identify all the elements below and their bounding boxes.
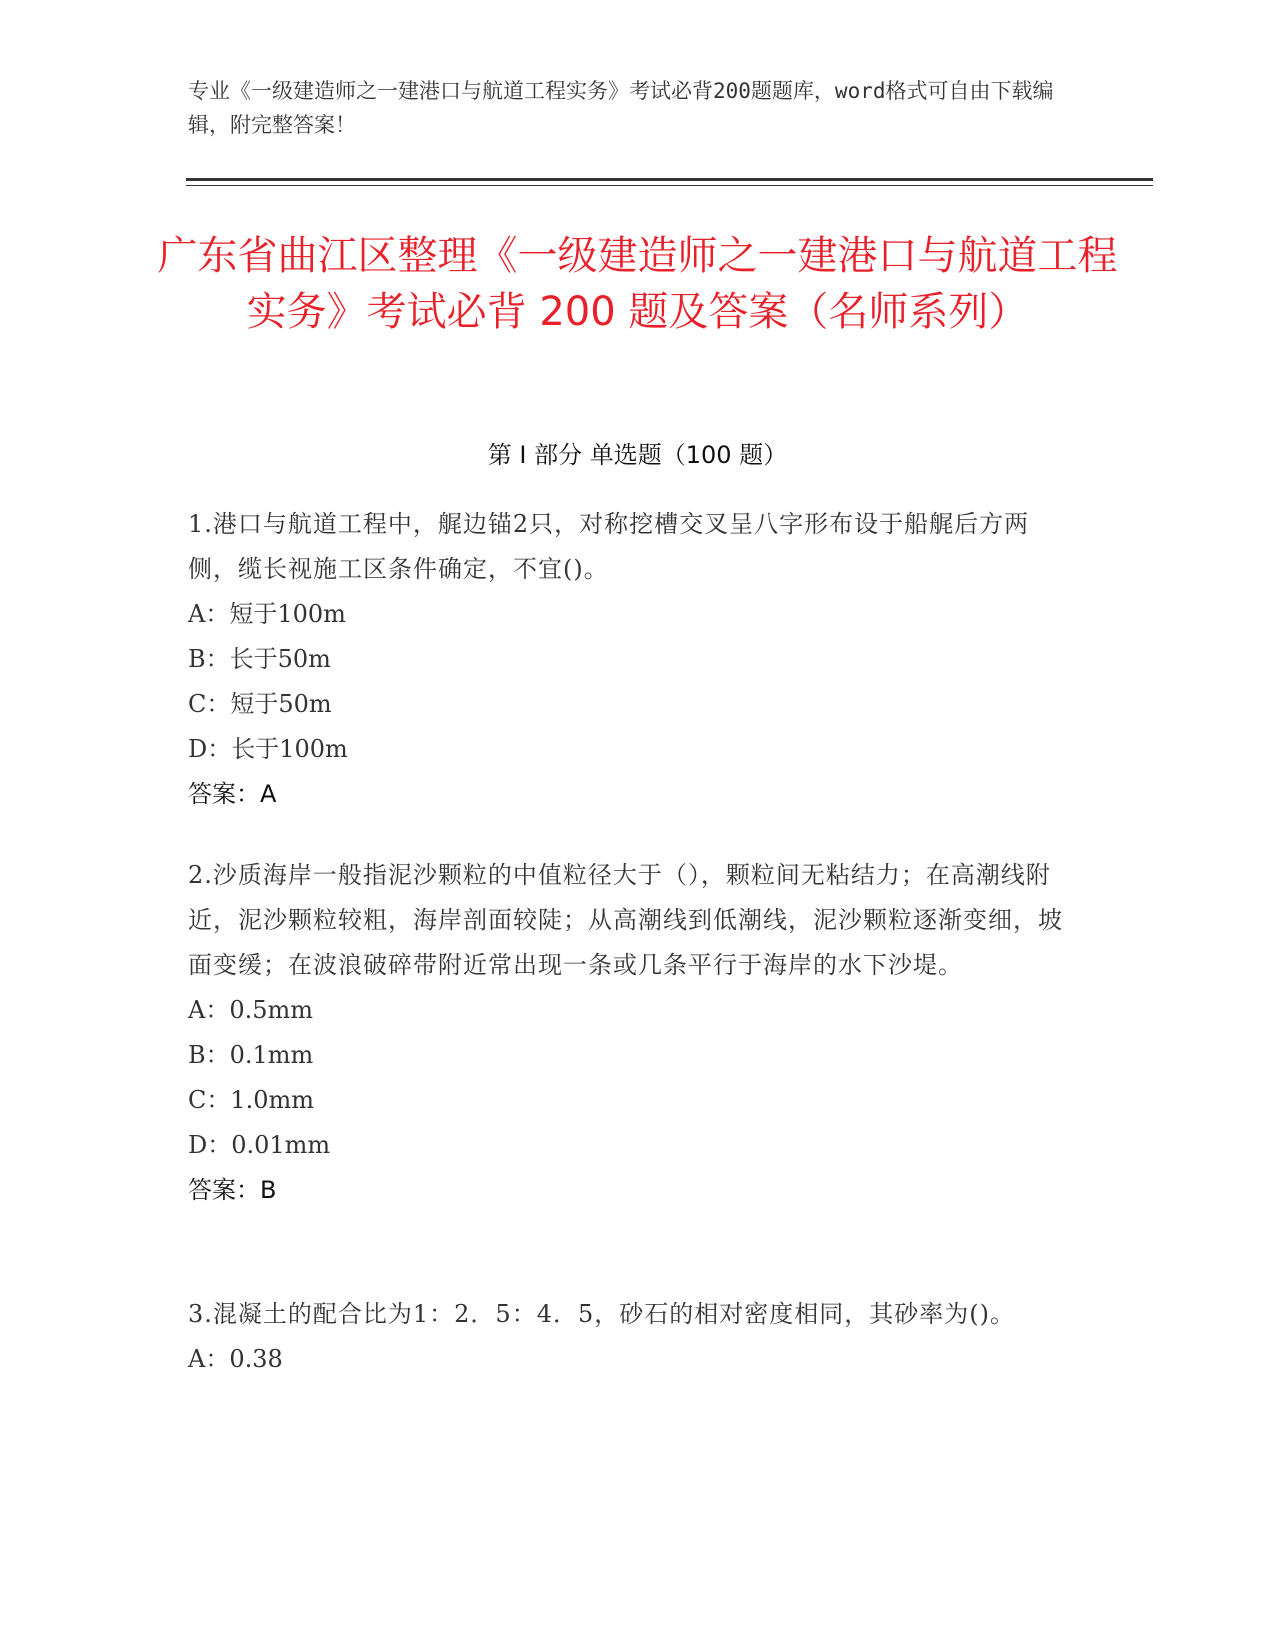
answer-line bbox=[188, 772, 1078, 817]
option-a: A：短于100m bbox=[188, 600, 346, 628]
section-heading: 第 I 部分 单选题（100 题） bbox=[487, 441, 788, 469]
option-c: C：短于50m bbox=[188, 690, 332, 718]
answer-label: 答案： bbox=[188, 780, 260, 808]
header-note: 专业《一级建造师之一建港口与航道工程实务》考试必背200题题库，word格式可自由下载编辑，附完整答案！ bbox=[188, 79, 1054, 137]
answer-value: A bbox=[260, 780, 277, 808]
option-c: C：1.0mm bbox=[188, 1086, 315, 1114]
question-stem: 1.港口与航道工程中，艉边锚2只，对称挖槽交叉呈八字形布设于船艉后方两侧，缆长视施工区条件确定，不宜()。 bbox=[188, 510, 1030, 583]
option-b: B：0.1mm bbox=[188, 1041, 314, 1069]
document-title: 广东省曲江区整理《一级建造师之一建港口与航道工程实务》考试必背 200 题及答案（名师系列） bbox=[157, 233, 1118, 335]
question-3 bbox=[188, 1292, 1078, 1382]
option-b: B：长于50m bbox=[188, 645, 331, 673]
header-divider-thick bbox=[186, 178, 1153, 181]
question-stem: 2.沙质海岸一般指泥沙颗粒的中值粒径大于（），颗粒间无粘结力；在高潮线附近，泥沙颗粒较粗，海岸剖面较陡；从高潮线到低潮线，泥沙颗粒逐渐变细，坡面变缓；在波浪破碎带附近常出现一条或几条平行于海岸的水下沙堤。 bbox=[188, 861, 1063, 979]
answer-line bbox=[188, 1168, 1078, 1213]
header-divider-thin bbox=[186, 185, 1153, 186]
option-a: A：0.5mm bbox=[188, 996, 314, 1024]
answer-value: B bbox=[260, 1176, 277, 1204]
option-d: D：长于100m bbox=[188, 735, 348, 763]
option-d: D：0.01mm bbox=[188, 1131, 331, 1159]
question-1 bbox=[188, 502, 1078, 817]
option-a: A：0.38 bbox=[188, 1345, 283, 1373]
question-stem: 3.混凝土的配合比为1：2．5：4．5，砂石的相对密度相同，其砂率为()。 bbox=[188, 1300, 1015, 1328]
question-2 bbox=[188, 853, 1078, 1213]
answer-label: 答案： bbox=[188, 1176, 260, 1204]
